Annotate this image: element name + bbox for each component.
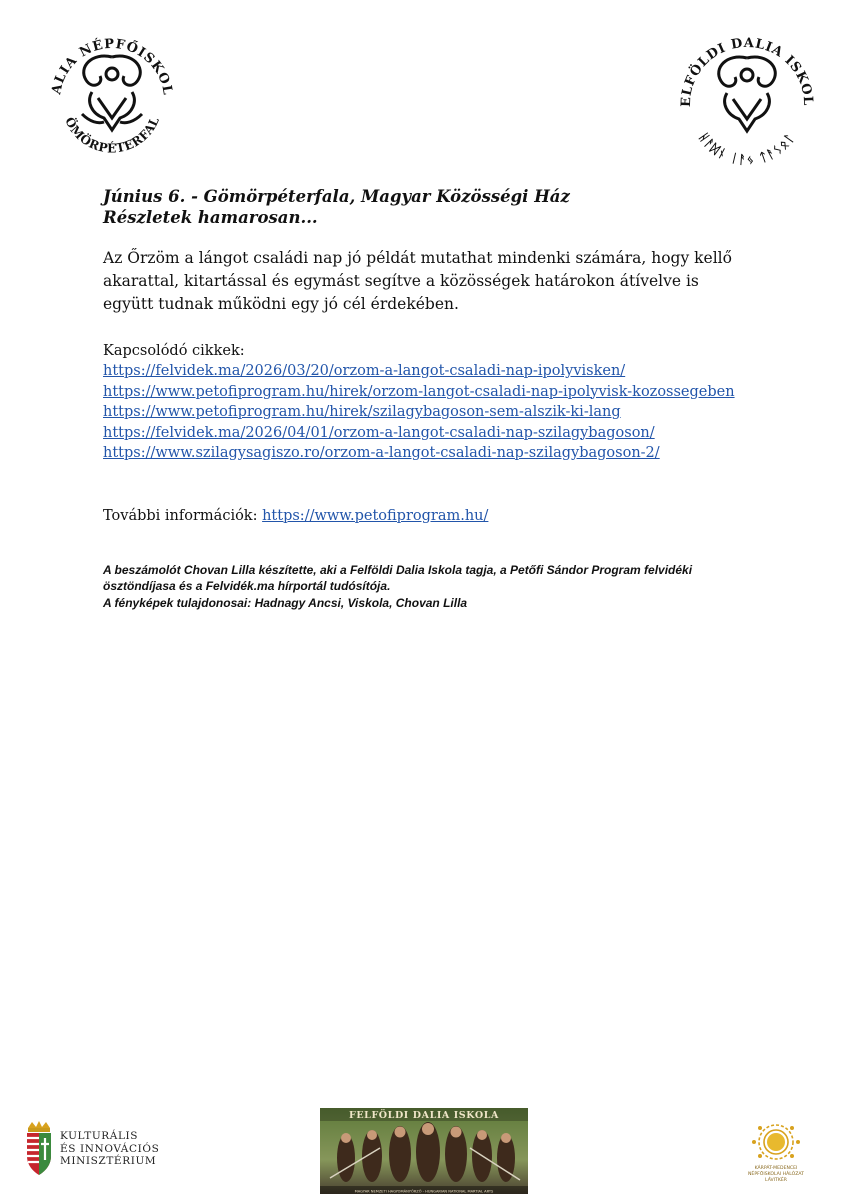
list-item — [103, 402, 743, 423]
related-link-1[interactable]: https://felvidek.ma/2026/03/20/orzom-a-langot-csaladi-nap-ipolyvisken/ — [103, 363, 626, 379]
photo-title: FELFÖLDI DALIA ISKOLA — [349, 1110, 499, 1121]
ministry-name: KULTURÁLIS ÉS INNOVÁCIÓS MINISZTÉRIUM — [60, 1130, 160, 1167]
article-body — [103, 186, 743, 611]
svg-text:FELFÖLDI DALIA ISKOLA — [672, 18, 815, 107]
svg-text:DALIA NÉPFŐISKOLA — [42, 22, 175, 97]
felfoldi-dalia-iskola-logo — [672, 18, 822, 170]
left-logo-arc-bottom: ÖMÖRPÉTERFAL — [62, 114, 163, 156]
related-link-5[interactable]: https://www.szilagysagiszo.ro/orzom-a-langot-csaladi-nap-szilagybagoson-2/ — [103, 445, 660, 461]
dalia-nepfoiskola-logo — [42, 22, 182, 170]
photo-credit: A fényképek tulajdonosai: Hadnagy Ancsi, Viskola, Chovan Lilla — [103, 595, 468, 610]
ornate-emblem-icon — [82, 56, 142, 130]
related-link-2[interactable]: https://www.petofiprogram.hu/hirek/orzom-langot-csaladi-nap-ipolyvisk-kozossegeben — [103, 383, 735, 400]
photo-caption: MAGYAR NEMZETI HAGYOMÁNYŐRZŐ - HUNGARIAN NATIONAL MARTIAL ARTS — [354, 1189, 494, 1194]
related-link-4[interactable]: https://felvidek.ma/2026/04/01/orzom-a-langot-csaladi-nap-szilagybagoson/ — [103, 424, 655, 441]
list-item — [103, 361, 743, 382]
network-logo — [738, 1122, 814, 1192]
more-info-link[interactable]: https://www.petofiprogram.hu/ — [262, 507, 489, 524]
credits — [103, 562, 753, 612]
event-date-location: Június 6. - Gömörpéterfala, Magyar Közösségi Ház — [103, 187, 570, 206]
related-link-3[interactable]: https://www.petofiprogram.hu/hirek/szilagybagoson-sem-alszik-ki-lang — [103, 404, 621, 420]
event-details-note: Részletek hamarosan... — [103, 208, 318, 227]
related-articles-label: Kapcsolódó cikkek: — [103, 343, 245, 359]
event-heading — [103, 186, 743, 228]
author-credit: A beszámolót Chovan Lilla készítette, aki a Felföldi Dalia Iskola tagja, a Petőfi Sándor Program felvidéki ösztöndíjasa és a Felvidék.ma hírportál tudósítója. — [103, 562, 693, 593]
list-item — [103, 443, 743, 464]
more-info-label: További információk: — [103, 507, 263, 524]
group-photo — [320, 1108, 528, 1194]
sun-emblem-icon — [738, 1122, 814, 1166]
list-item — [103, 423, 743, 444]
summary-paragraph: Az Őrzöm a lángot családi nap jó példát mutathat mindenki számára, hogy kellő akarattal, kitartással és egymást segítve a közösségek határokon átívelve is együtt tudnak működni egy jó cél érdekében. — [103, 249, 732, 313]
ministry-logo — [22, 1116, 182, 1184]
right-logo-runic: ᚺᚨᛞᚾ ᛁᚨᛃ ᛏᚨᛊᛟᛚ — [696, 130, 798, 168]
network-name: KÁRPÁT-MEDENCEI NÉPFŐISKOLAI HÁLÓZAT LÁVITKÉR — [748, 1166, 804, 1183]
list-item — [103, 382, 743, 403]
related-articles-list — [103, 361, 743, 464]
more-info — [103, 506, 743, 526]
hungarian-coat-of-arms-icon — [22, 1120, 56, 1180]
right-logo-arc-top: ELFÖLDI DALIA ISKOL — [678, 35, 816, 108]
svg-text:ᚺᚨᛞᚾ ᛁᚨᛃ ᛏᚨᛊᛟᛚ — [696, 130, 798, 167]
ornate-emblem-icon — [719, 57, 776, 131]
left-logo-arc-top: ALIA NÉPFŐISKOL — [49, 36, 175, 97]
